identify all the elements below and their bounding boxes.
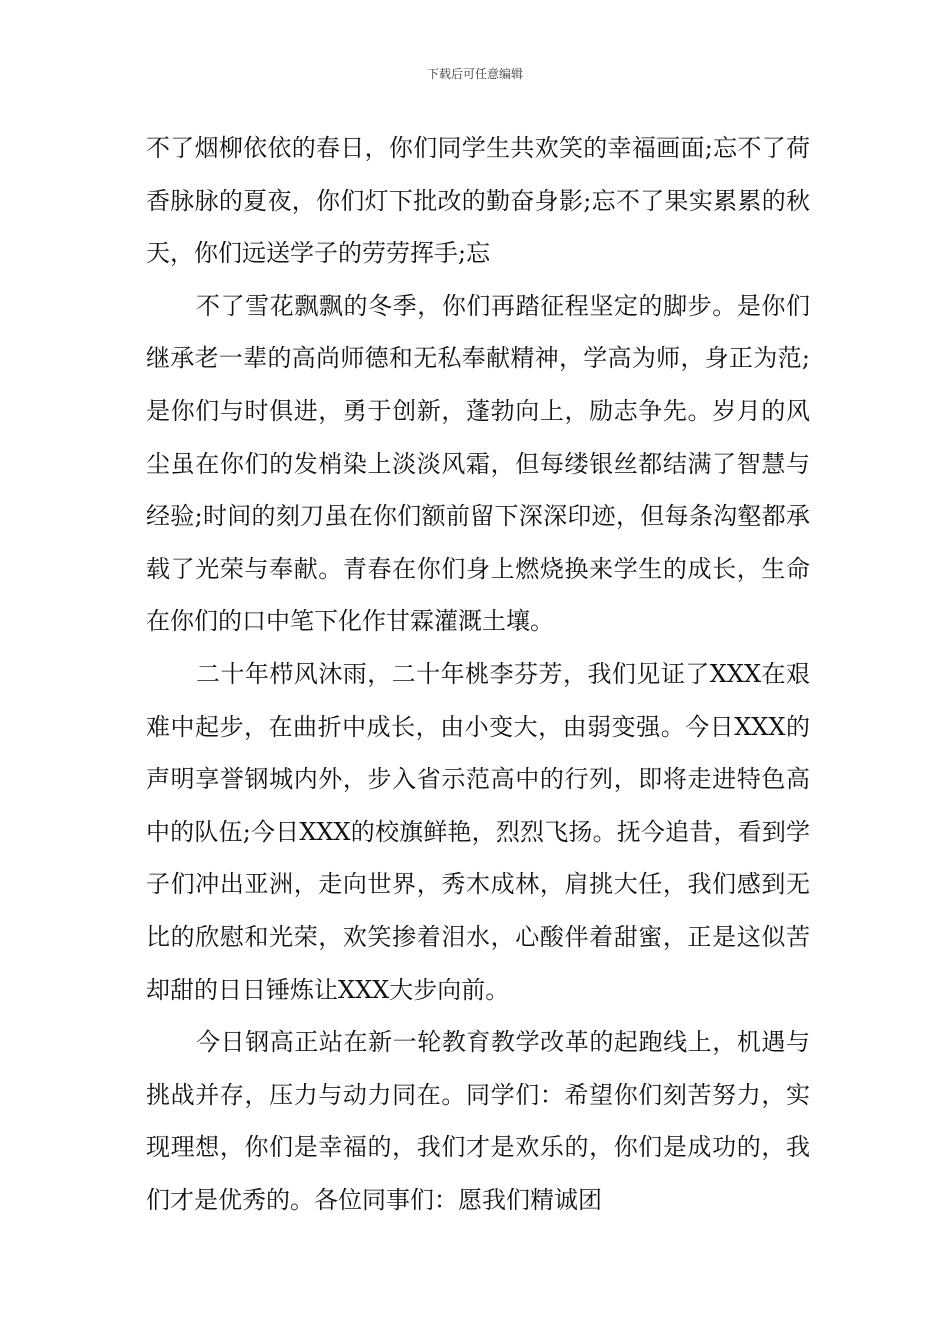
paragraph-1: 不了烟柳依依的春日，你们同学生共欢笑的幸福画面;忘不了荷香脉脉的夏夜，你们灯下批改的勤奋身影;忘不了果实累累的秋天，你们远送学子的劳劳挥手;忘 xyxy=(146,134,810,268)
paragraph-2: 不了雪花飘飘的冬季，你们再踏征程坚定的脚步。是你们继承老一辈的高尚师德和无私奉献精神，学高为师，身正为范;是你们与时俱进，勇于创新，蓬勃向上，励志争先。岁月的风尘虽在你们的发梢染上淡淡风霜，但每缕银丝都结满了智慧与经验;时间的刻刀虽在你们额前留下深深印迹，但每条沟壑都承载了光荣与奉献。青春在你们身上燃烧换来学生的成长，生命在你们的口中笔下化作甘霖灌溉土壤。 xyxy=(146,291,810,636)
paragraph-4: 今日钢高正站在新一轮教育教学改革的起跑线上，机遇与挑战并存，压力与动力同在。同学们：希望你们刻苦努力，实现理想，你们是幸福的，我们才是欢乐的，你们是成功的，我们才是优秀的。各位同事们：愿我们精诚团 xyxy=(146,1028,810,1214)
document-body xyxy=(146,122,810,1226)
paragraph-3: 二十年栉风沐雨，二十年桃李芬芳，我们见证了XXX在艰难中起步，在曲折中成长，由小变大，由弱变强。今日XXX的声明享誉钢城内外，步入省示范高中的行列，即将走进特色高中的队伍;今日XXX的校旗鲜艳，烈烈飞扬。抚今追昔，看到学子们冲出亚洲，走向世界，秀木成林，肩挑大任，我们感到无比的欣慰和光荣，欢笑掺着泪水，心酸伴着甜蜜，正是这似苦却甜的日日锤炼让XXX大步向前。 xyxy=(146,659,810,1004)
page-header: 下载后可任意编辑 xyxy=(426,67,523,81)
